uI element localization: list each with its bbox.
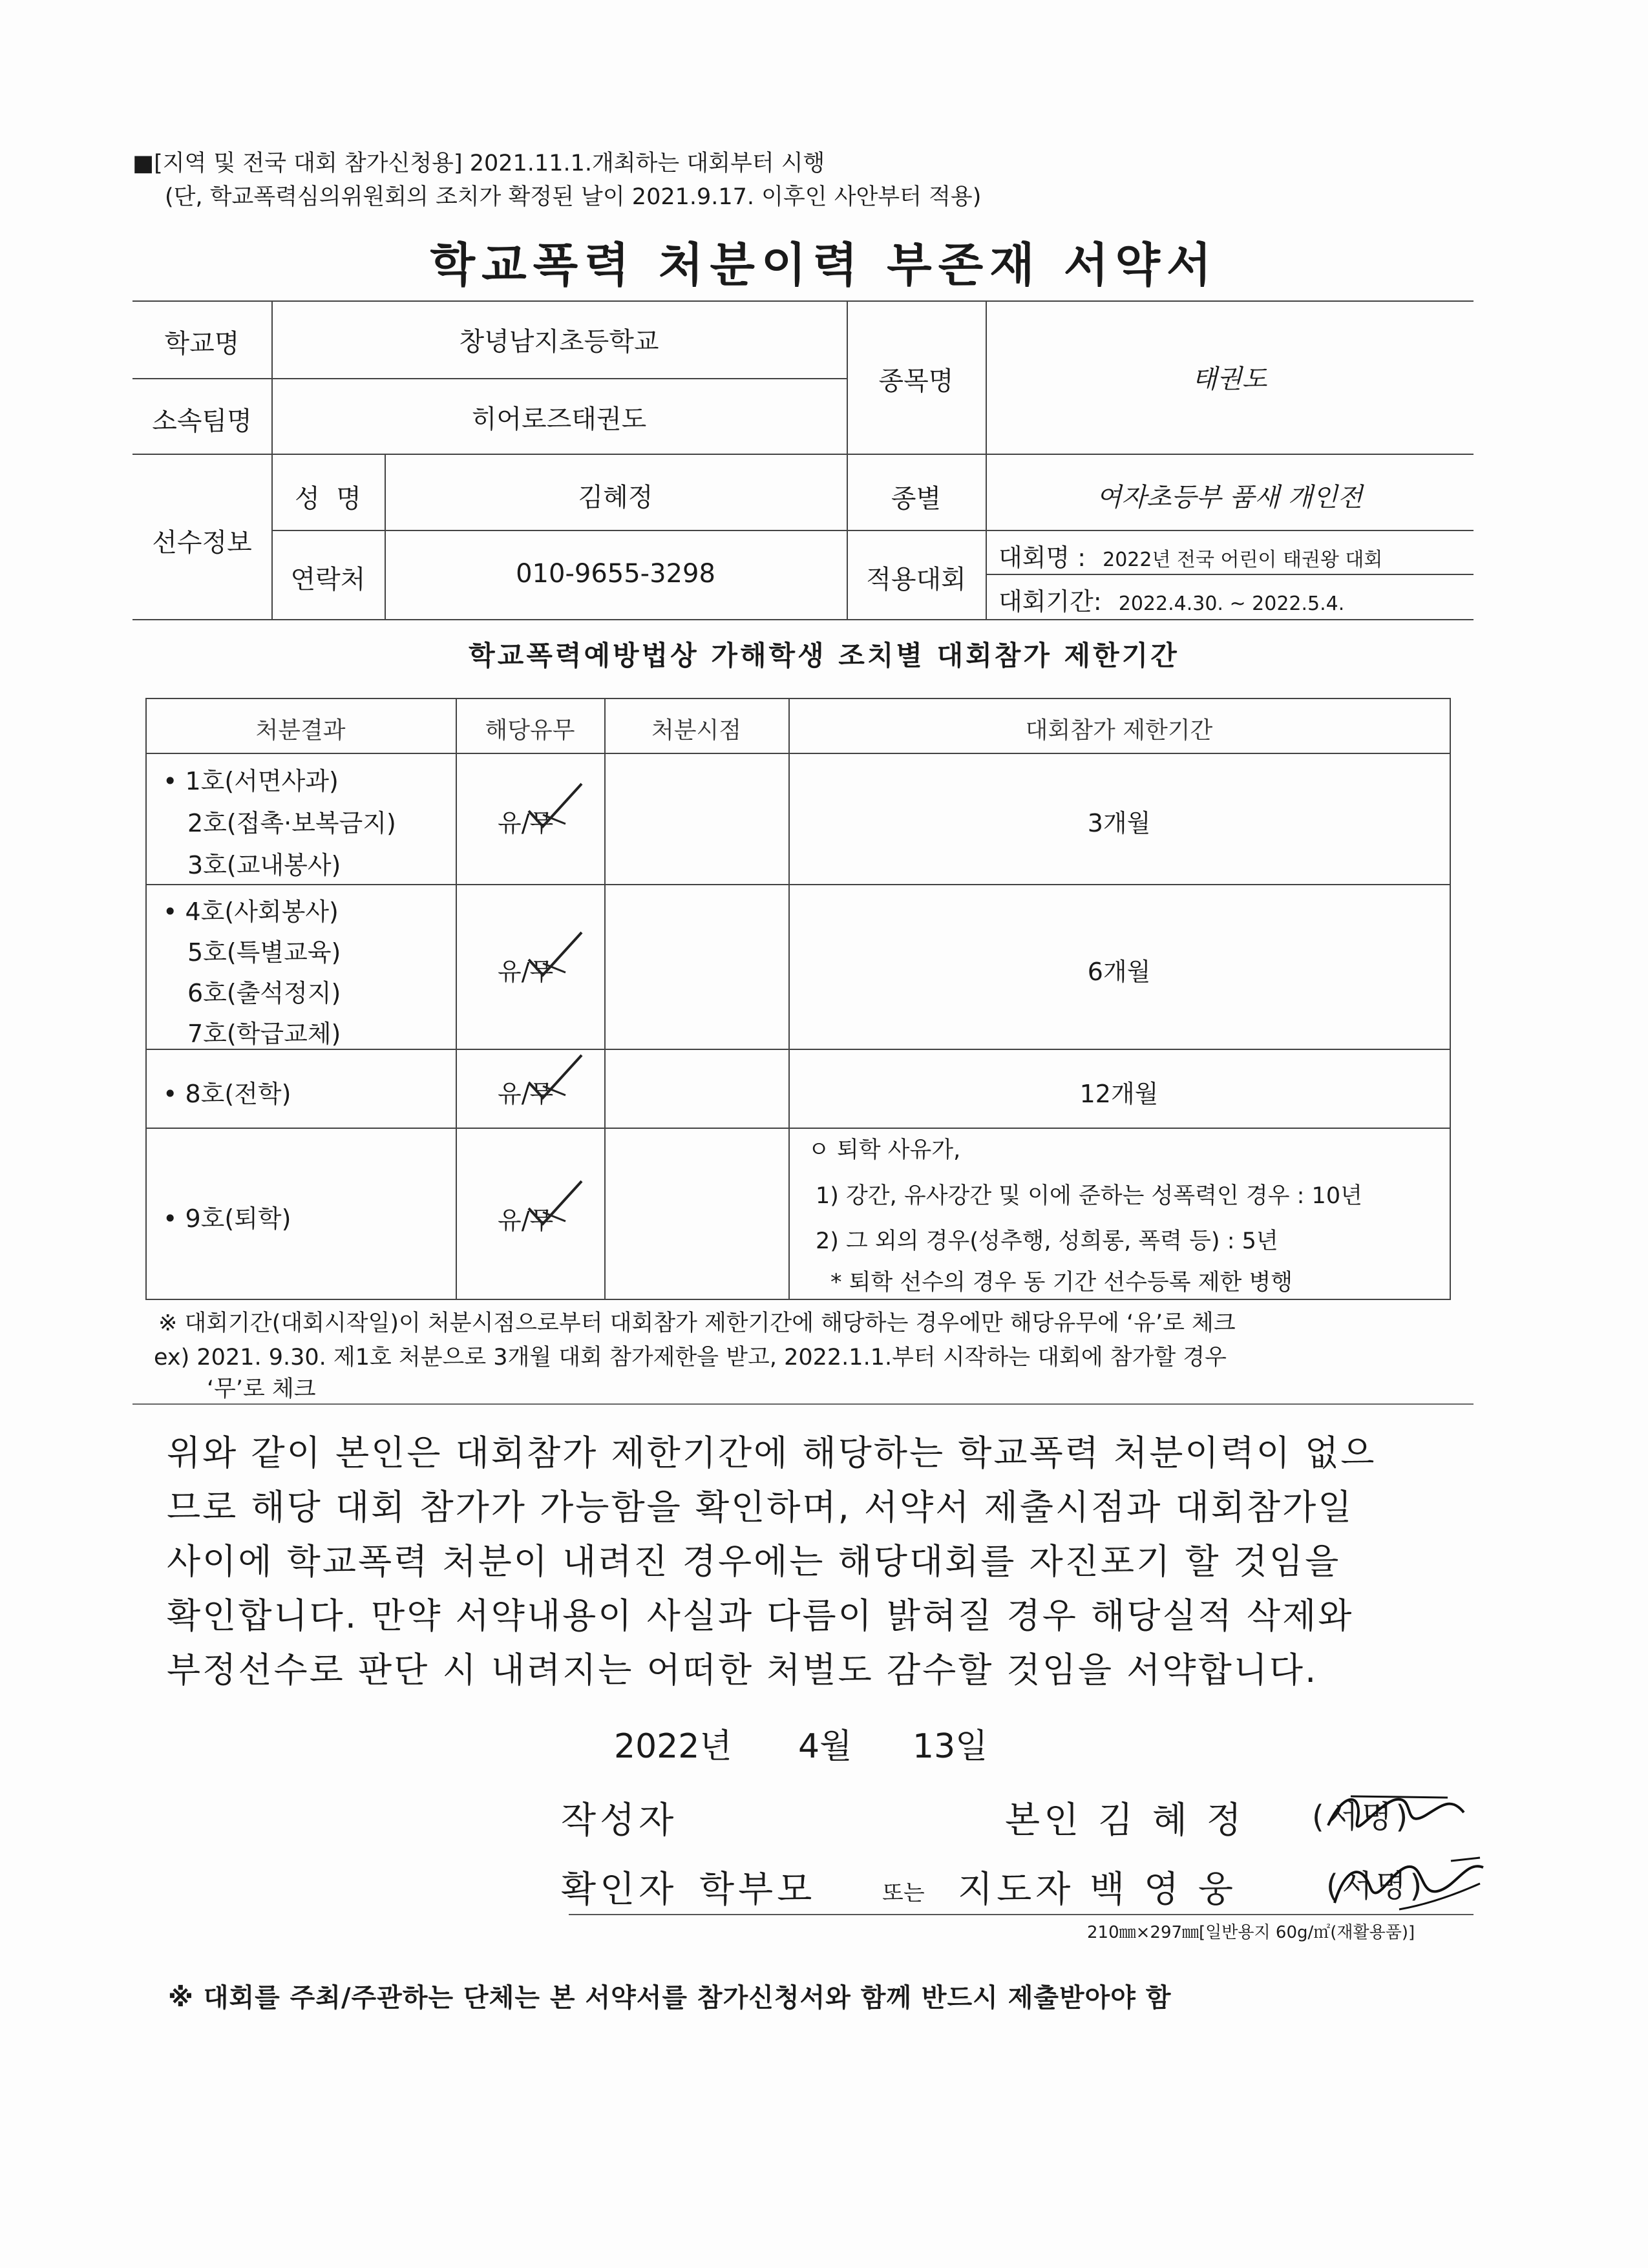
col-header-result: 처분결과: [255, 717, 346, 744]
row2-item-4: 7호(학급교체): [187, 1020, 341, 1048]
row1-item-3: 3호(교내봉사): [187, 851, 341, 879]
row3-period: 12개월: [1079, 1080, 1159, 1108]
competition-name-label: 대회명 :: [998, 543, 1086, 572]
document-title: 학교폭력 처분이력 부존재 서약서: [430, 238, 1218, 292]
writer-value: 본인 김 혜 정: [1005, 1800, 1245, 1842]
confirmer-value: 지도자 백 영 웅: [958, 1869, 1237, 1911]
row2-period: 6개월: [1087, 958, 1151, 986]
competition-name-value: 2022년 전국 어린이 태권왕 대회: [1103, 549, 1383, 571]
event-label: 종목명: [878, 366, 954, 396]
row3-checkmark-icon: [517, 1050, 588, 1108]
row3-item-1: • 8호(전학): [163, 1080, 291, 1108]
row3-check: 유/무: [498, 1080, 554, 1108]
confirmer-label: 확인자: [561, 1869, 678, 1911]
row1-item-1: • 1호(서면사과): [163, 767, 339, 795]
row4-check: 유/무: [498, 1206, 554, 1235]
player-info-label: 선수정보: [152, 528, 252, 558]
row4-checkmark-icon: [517, 1176, 588, 1234]
note-1: ※ 대회기간(대회시작일)이 처분시점으로부터 대회참가 제한기간에 해당하는 경우에만 해당유무에 ‘유’로 체크: [158, 1310, 1236, 1336]
row2-checkmark-icon: [517, 927, 588, 985]
writer-signature-icon: [1318, 1777, 1474, 1848]
event-value: 태권도: [1192, 364, 1267, 394]
competition-period-row: [998, 582, 1344, 617]
col-header-applicable: 해당유무: [485, 717, 575, 744]
row4-period-line-3: 2) 그 외의 경우(성추행, 성희롱, 폭력 등) : 5년: [816, 1228, 1278, 1254]
footer-note: ※ 대회를 주최/주관하는 단체는 본 서약서를 참가신청서와 함께 반드시 제출받아야 함: [168, 1983, 1172, 2013]
note-3: ‘무’로 체크: [207, 1376, 316, 1402]
row1-period: 3개월: [1087, 809, 1151, 837]
paper-spec: 210㎜×297㎜[일반용지 60g/㎡(재활용품)]: [1087, 1923, 1415, 1942]
header-line-1: ■[지역 및 전국 대회 참가신청용] 2021.11.1.개최하는 대회부터 시행: [132, 151, 825, 176]
competition-name-row: [998, 538, 1382, 573]
pledge-line-2: 므로 해당 대회 참가가 가능함을 확인하며, 서약서 제출시점과 대회참가일: [167, 1487, 1354, 1528]
row4-period-line-2: 1) 강간, 유사강간 및 이에 준하는 성폭력인 경우 : 10년: [816, 1183, 1362, 1209]
col-header-period: 대회참가 제한기간: [1025, 717, 1213, 744]
pledge-line-1: 위와 같이 본인은 대회참가 제한기간에 해당하는 학교폭력 처분이력이 없으: [167, 1433, 1377, 1473]
row2-item-2: 5호(특별교육): [187, 938, 341, 967]
team-value: 히어로즈태권도: [471, 404, 647, 434]
row1-checkmark-icon: [517, 779, 588, 837]
parent-label: 학부모: [699, 1869, 816, 1911]
pledge-line-4: 확인합니다. 만약 서약내용이 사실과 다름이 밝혀질 경우 해당실적 삭제와: [167, 1595, 1354, 1636]
row2-check: 유/무: [498, 958, 554, 986]
pledge-line-3: 사이에 학교폭력 처분이 내려진 경우에는 해당대회를 자진포기 할 것임을: [167, 1541, 1341, 1582]
competition-label: 적용대회: [866, 565, 966, 594]
writer-label: 작성자: [561, 1800, 678, 1842]
contact-label: 연락처: [290, 565, 366, 594]
row4-item-1: • 9호(퇴학): [163, 1204, 291, 1233]
row4-period-line-4: * 퇴학 선수의 경우 동 기간 선수등록 제한 병행: [830, 1270, 1293, 1296]
category-label: 종별: [891, 484, 942, 514]
header-line-2: (단, 학교폭력심의위원회의 조치가 확정된 날이 2021.9.17. 이후인 사안부터 적용): [165, 184, 982, 210]
row2-item-1: • 4호(사회봉사): [163, 898, 339, 926]
row4-period-line-1: ㅇ 퇴학 사유가,: [808, 1137, 961, 1163]
competition-period-value: 2022.4.30. ~ 2022.5.4.: [1118, 593, 1345, 615]
team-label: 소속팀명: [152, 406, 252, 436]
name-value: 김혜정: [578, 483, 653, 512]
contact-value: 010-9655-3298: [516, 559, 715, 589]
row2-item-3: 6호(출석정지): [187, 979, 341, 1007]
category-value: 여자초등부 품새 개인전: [1096, 483, 1363, 512]
confirmer-seal: (서명): [1326, 1868, 1426, 1904]
date-year: 2022년: [614, 1727, 732, 1766]
col-header-time: 처분시점: [651, 717, 742, 744]
name-label: 성 명: [295, 484, 361, 514]
section-title: 학교폭력예방법상 가해학생 조치별 대회참가 제한기간: [469, 640, 1179, 671]
school-value: 창녕남지초등학교: [459, 327, 659, 357]
row1-item-2: 2호(접촉·보복금지): [187, 809, 396, 837]
or-label: 또는: [882, 1880, 925, 1906]
note-2: ex) 2021. 9.30. 제1호 처분으로 3개월 대회 참가제한을 받고, 2022.1.1.부터 시작하는 대회에 참가할 경우: [154, 1345, 1227, 1370]
row1-check: 유/무: [498, 809, 554, 837]
pledge-line-5: 부정선수로 판단 시 내려지는 어떠한 처벌도 감수할 것임을 서약합니다.: [167, 1650, 1318, 1690]
writer-seal: (서명): [1312, 1799, 1412, 1835]
school-label: 학교명: [164, 329, 240, 359]
competition-period-label: 대회기간:: [998, 587, 1102, 616]
date-month: 4월: [798, 1727, 852, 1766]
date-day: 13일: [913, 1727, 988, 1766]
